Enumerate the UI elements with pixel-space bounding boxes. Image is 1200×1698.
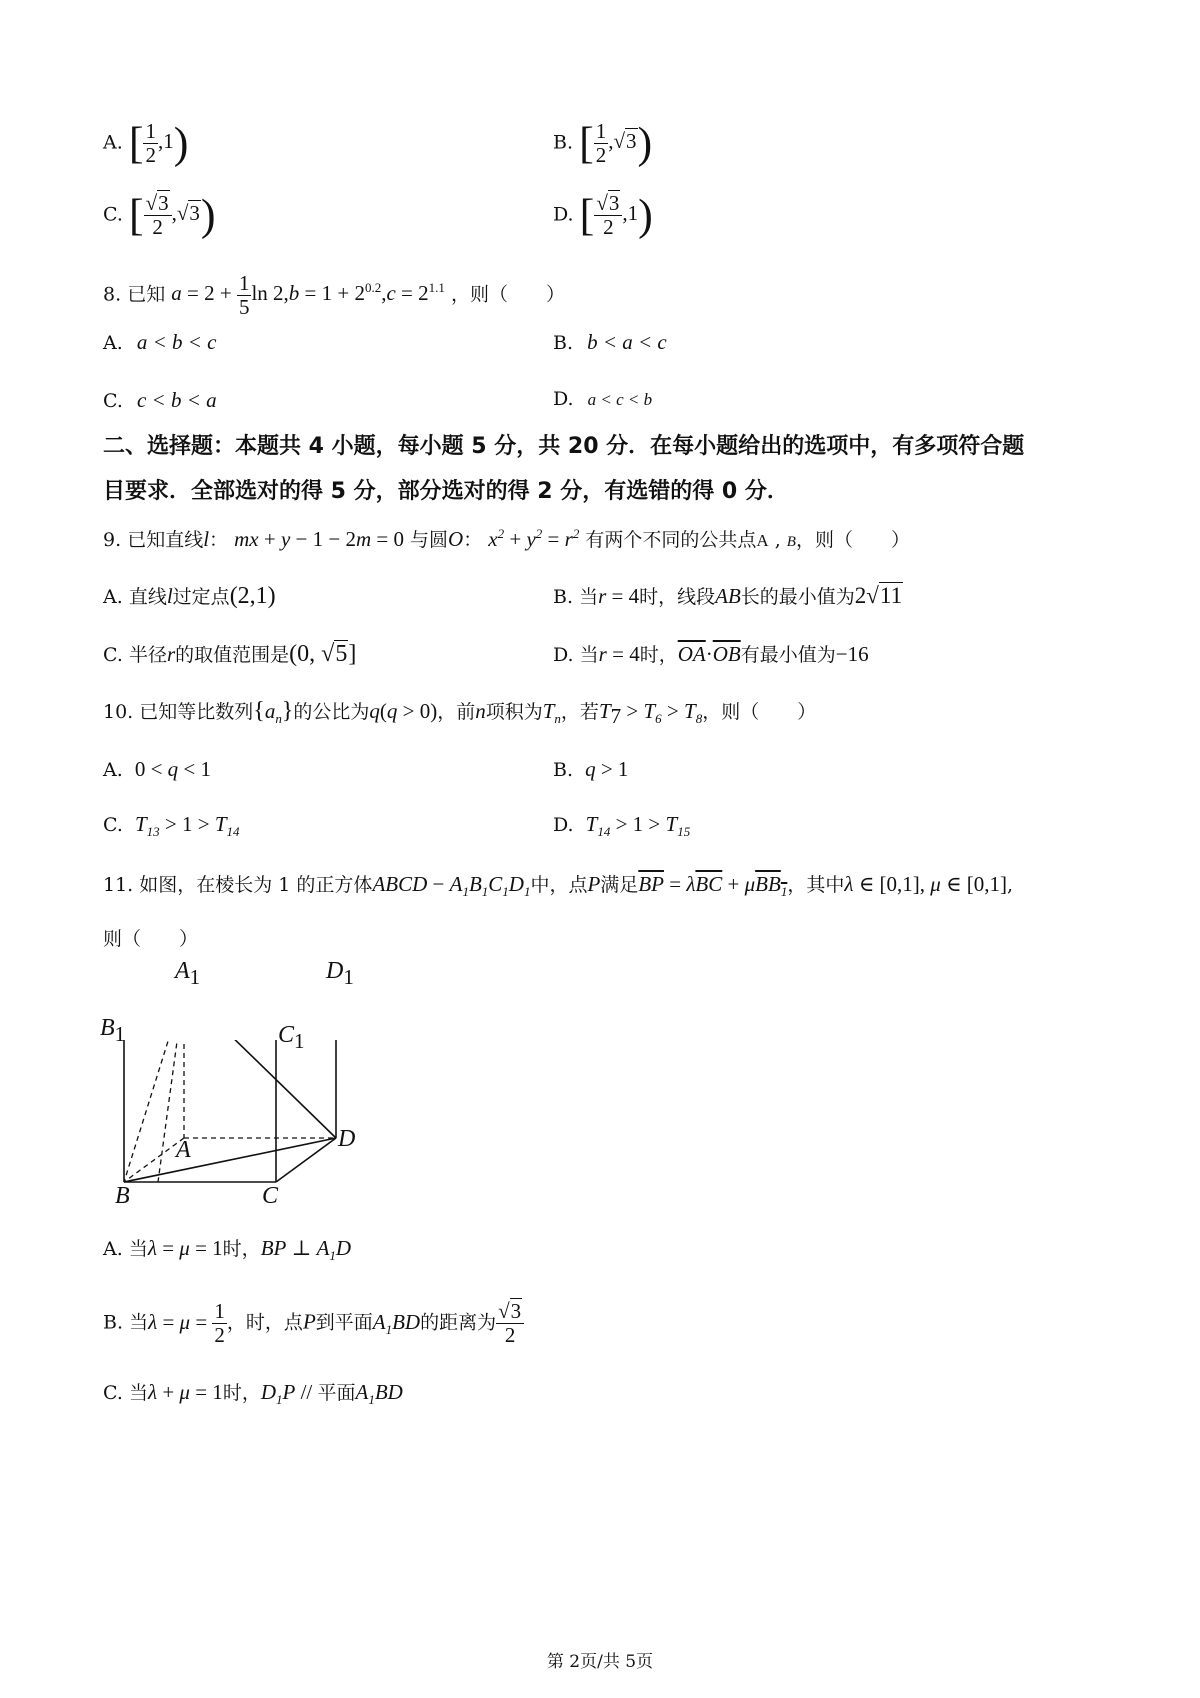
q8-stem xyxy=(103,272,565,319)
option-text: 到平面 xyxy=(315,1311,373,1334)
option-label: A. xyxy=(103,131,123,154)
option-text: 当 xyxy=(128,1238,148,1260)
q9-option-b: B. 当r = 4时，线段AB长的最小值为2√11 xyxy=(553,583,903,608)
option-text: ，时，点 xyxy=(226,1311,303,1334)
q10-option-b: B. q > 1 xyxy=(553,757,629,781)
option-label: A. xyxy=(103,1238,123,1260)
option-text: 平面 xyxy=(317,1382,356,1404)
option-text: 过定点 xyxy=(172,586,230,608)
q8-option-c xyxy=(103,388,217,413)
q9-stem: 9. 已知直线l： mx + y − 1 − 2m = 0 与圆O： $x^2 + y^2 = r^2$ 有两个不同的公共点A , B，则（ ） xyxy=(103,526,910,551)
stem-text: ，则（ ） xyxy=(795,529,910,551)
option-label: C. xyxy=(103,390,123,412)
option-math: a < c < b xyxy=(587,390,653,409)
cube-label-b1: $B_1$ xyxy=(100,1015,126,1046)
q7-option-a xyxy=(103,118,188,169)
option-label: B. xyxy=(553,332,574,354)
stem-math: a = 2 + $\frac{1}{5}$ $\ln 2,b = 1 + 2^{0.2},c = 2^{1.1}$ xyxy=(171,271,445,320)
stem-text: 已知 xyxy=(127,283,166,306)
stem-text: ： xyxy=(463,529,483,551)
q9-option-c: C. 半径r的取值范围是(0, √5] xyxy=(103,641,357,667)
option-text: 长的最小值为 xyxy=(740,586,855,608)
cube-label-c: C xyxy=(262,1183,279,1209)
option-text: 当 xyxy=(129,1311,149,1334)
q8-option-b xyxy=(553,330,667,355)
option-label: B. xyxy=(553,586,574,608)
option-label: C. xyxy=(103,644,123,666)
stem-text: ，若 xyxy=(560,701,599,723)
q8-option-a xyxy=(103,330,216,355)
question-number: 11. xyxy=(103,874,134,896)
question-number: 9. xyxy=(103,529,122,551)
q11-option-b: B. 当λ = μ = $\frac{1}{2}$ ，时，点P到平面$A_1BD$的距离为 $\frac{√3}{2}$ xyxy=(103,1300,524,1347)
option-text: 当 xyxy=(579,586,599,608)
q11-option-c: C. 当λ + μ = 1时，$D_1P$ // 平面$A_1BD$ xyxy=(103,1380,403,1408)
q10-stem: 10. 已知等比数列$\{a_n\}$的公比为q(q > 0)，前n项积为$T_n$，若$T_7 > T_6 > T_8$，则（ ） xyxy=(103,698,817,729)
cube-label-d: D xyxy=(338,1126,356,1152)
page-footer: 第 2页/共 5页 xyxy=(546,1652,654,1672)
option-label: A. xyxy=(103,332,123,354)
option-text: 有最小值为 xyxy=(740,644,836,666)
option-label: B. xyxy=(553,759,574,781)
option-text: 半径 xyxy=(128,644,167,666)
interval-math: [ $\frac{1}{2}$ ,√3) xyxy=(579,118,653,168)
option-label: D. xyxy=(553,203,574,226)
stem-text: ，其中 xyxy=(787,874,845,896)
stem-text: 已知直线 xyxy=(127,529,204,551)
q9-option-a: A. 直线l过定点(2,1) xyxy=(103,583,276,609)
stem-text: 如图，在棱长为 1 的正方体 xyxy=(139,874,373,896)
cube-label-d1: $D_1$ xyxy=(326,958,354,989)
q9-option-d: D. 当r = 4时，$\overline{OA}\cdot\overline{OB}$有最小值为−16 xyxy=(553,642,869,666)
question-number: 10. xyxy=(103,701,134,723)
cube-label-a: A xyxy=(176,1137,191,1163)
interval-math: [ $\frac{1}{2}$ ,1) xyxy=(128,118,189,168)
stem-text: ，前 xyxy=(437,701,476,723)
stem-text: 中，点 xyxy=(530,874,588,896)
q7-option-c xyxy=(103,190,216,241)
option-label: C. xyxy=(103,1382,123,1404)
option-text: 的取值范围是 xyxy=(175,644,290,666)
q11-stem-line1: 11. 如图，在棱长为 1 的正方体ABCD − $A_1B_1C_1D_1$中，点P满足$\overline{BP} = \lambda\overline{BC} + \mu BB_1$，其中λ ∈ [0,1], μ ∈ [0,1], xyxy=(103,872,1014,900)
option-label: D. xyxy=(553,388,574,410)
q7-option-b xyxy=(553,118,652,169)
option-label: A. xyxy=(103,586,123,608)
stem-text: 满足 xyxy=(600,874,639,896)
option-text: 直线 xyxy=(128,586,167,608)
stem-text: ： xyxy=(209,529,229,551)
interval-math: [ $\frac{√3}{2}$ ,√3) xyxy=(128,190,216,240)
stem-text: 项积为 xyxy=(485,701,543,723)
q11-stem-line2: 则（ ） xyxy=(103,928,199,950)
option-label: B. xyxy=(103,1311,124,1334)
cube-label-b: B xyxy=(115,1183,130,1209)
stem-text: 与圆 xyxy=(410,529,449,551)
option-text: 时， xyxy=(639,644,678,666)
q8-option-d xyxy=(553,388,652,410)
stem-text: 有两个不同的公共点 xyxy=(585,529,757,551)
option-text: 时， xyxy=(222,1382,261,1404)
q10-option-c: C. $T_{13} > 1 > T_{14}$ xyxy=(103,812,240,840)
option-label: D. xyxy=(553,644,574,666)
option-text: 时， xyxy=(222,1238,261,1260)
question-number: 8. xyxy=(103,283,122,306)
section-heading-line1: 二、选择题：本题共 4 小题，每小题 5 分，共 20 分．在每小题给出的选项中，有多项符合题 xyxy=(103,434,1025,459)
stem-text: 的公比为 xyxy=(293,701,370,723)
option-label: B. xyxy=(553,131,574,154)
stem-text: ，则（ ） xyxy=(450,283,565,306)
cube-label-c1: $C_1$ xyxy=(278,1022,305,1053)
section-heading-line2: 目要求．全部选对的得 5 分，部分选对的得 2 分，有选错的得 0 分． xyxy=(103,479,789,504)
q10-option-a: A. 0 < q < 1 xyxy=(103,757,211,781)
cube-label-a1: $A_1$ xyxy=(175,958,201,989)
option-text: 的距离为 xyxy=(420,1311,497,1334)
q11-option-a: A. 当λ = μ = 1时，BP ⊥ $A_1D$ xyxy=(103,1236,352,1264)
option-label: D. xyxy=(553,814,574,836)
option-math: c < b < a xyxy=(136,388,217,412)
interval-math: [ $\frac{√3}{2}$ ,1) xyxy=(579,190,653,240)
option-label: A. xyxy=(103,759,123,781)
option-label: C. xyxy=(103,203,123,226)
q7-option-d xyxy=(553,190,653,241)
option-math: b < a < c xyxy=(587,330,667,354)
option-text: 当 xyxy=(128,1382,148,1404)
stem-text: 已知等比数列 xyxy=(139,701,254,723)
option-text: 当 xyxy=(579,644,599,666)
stem-text: ，则（ ） xyxy=(702,701,817,723)
option-math: a < b < c xyxy=(136,330,217,354)
option-text: 时，线段 xyxy=(639,586,716,608)
q10-option-d: D. $T_{14} > 1 > T_{15}$ xyxy=(553,812,691,840)
option-label: C. xyxy=(103,814,123,836)
